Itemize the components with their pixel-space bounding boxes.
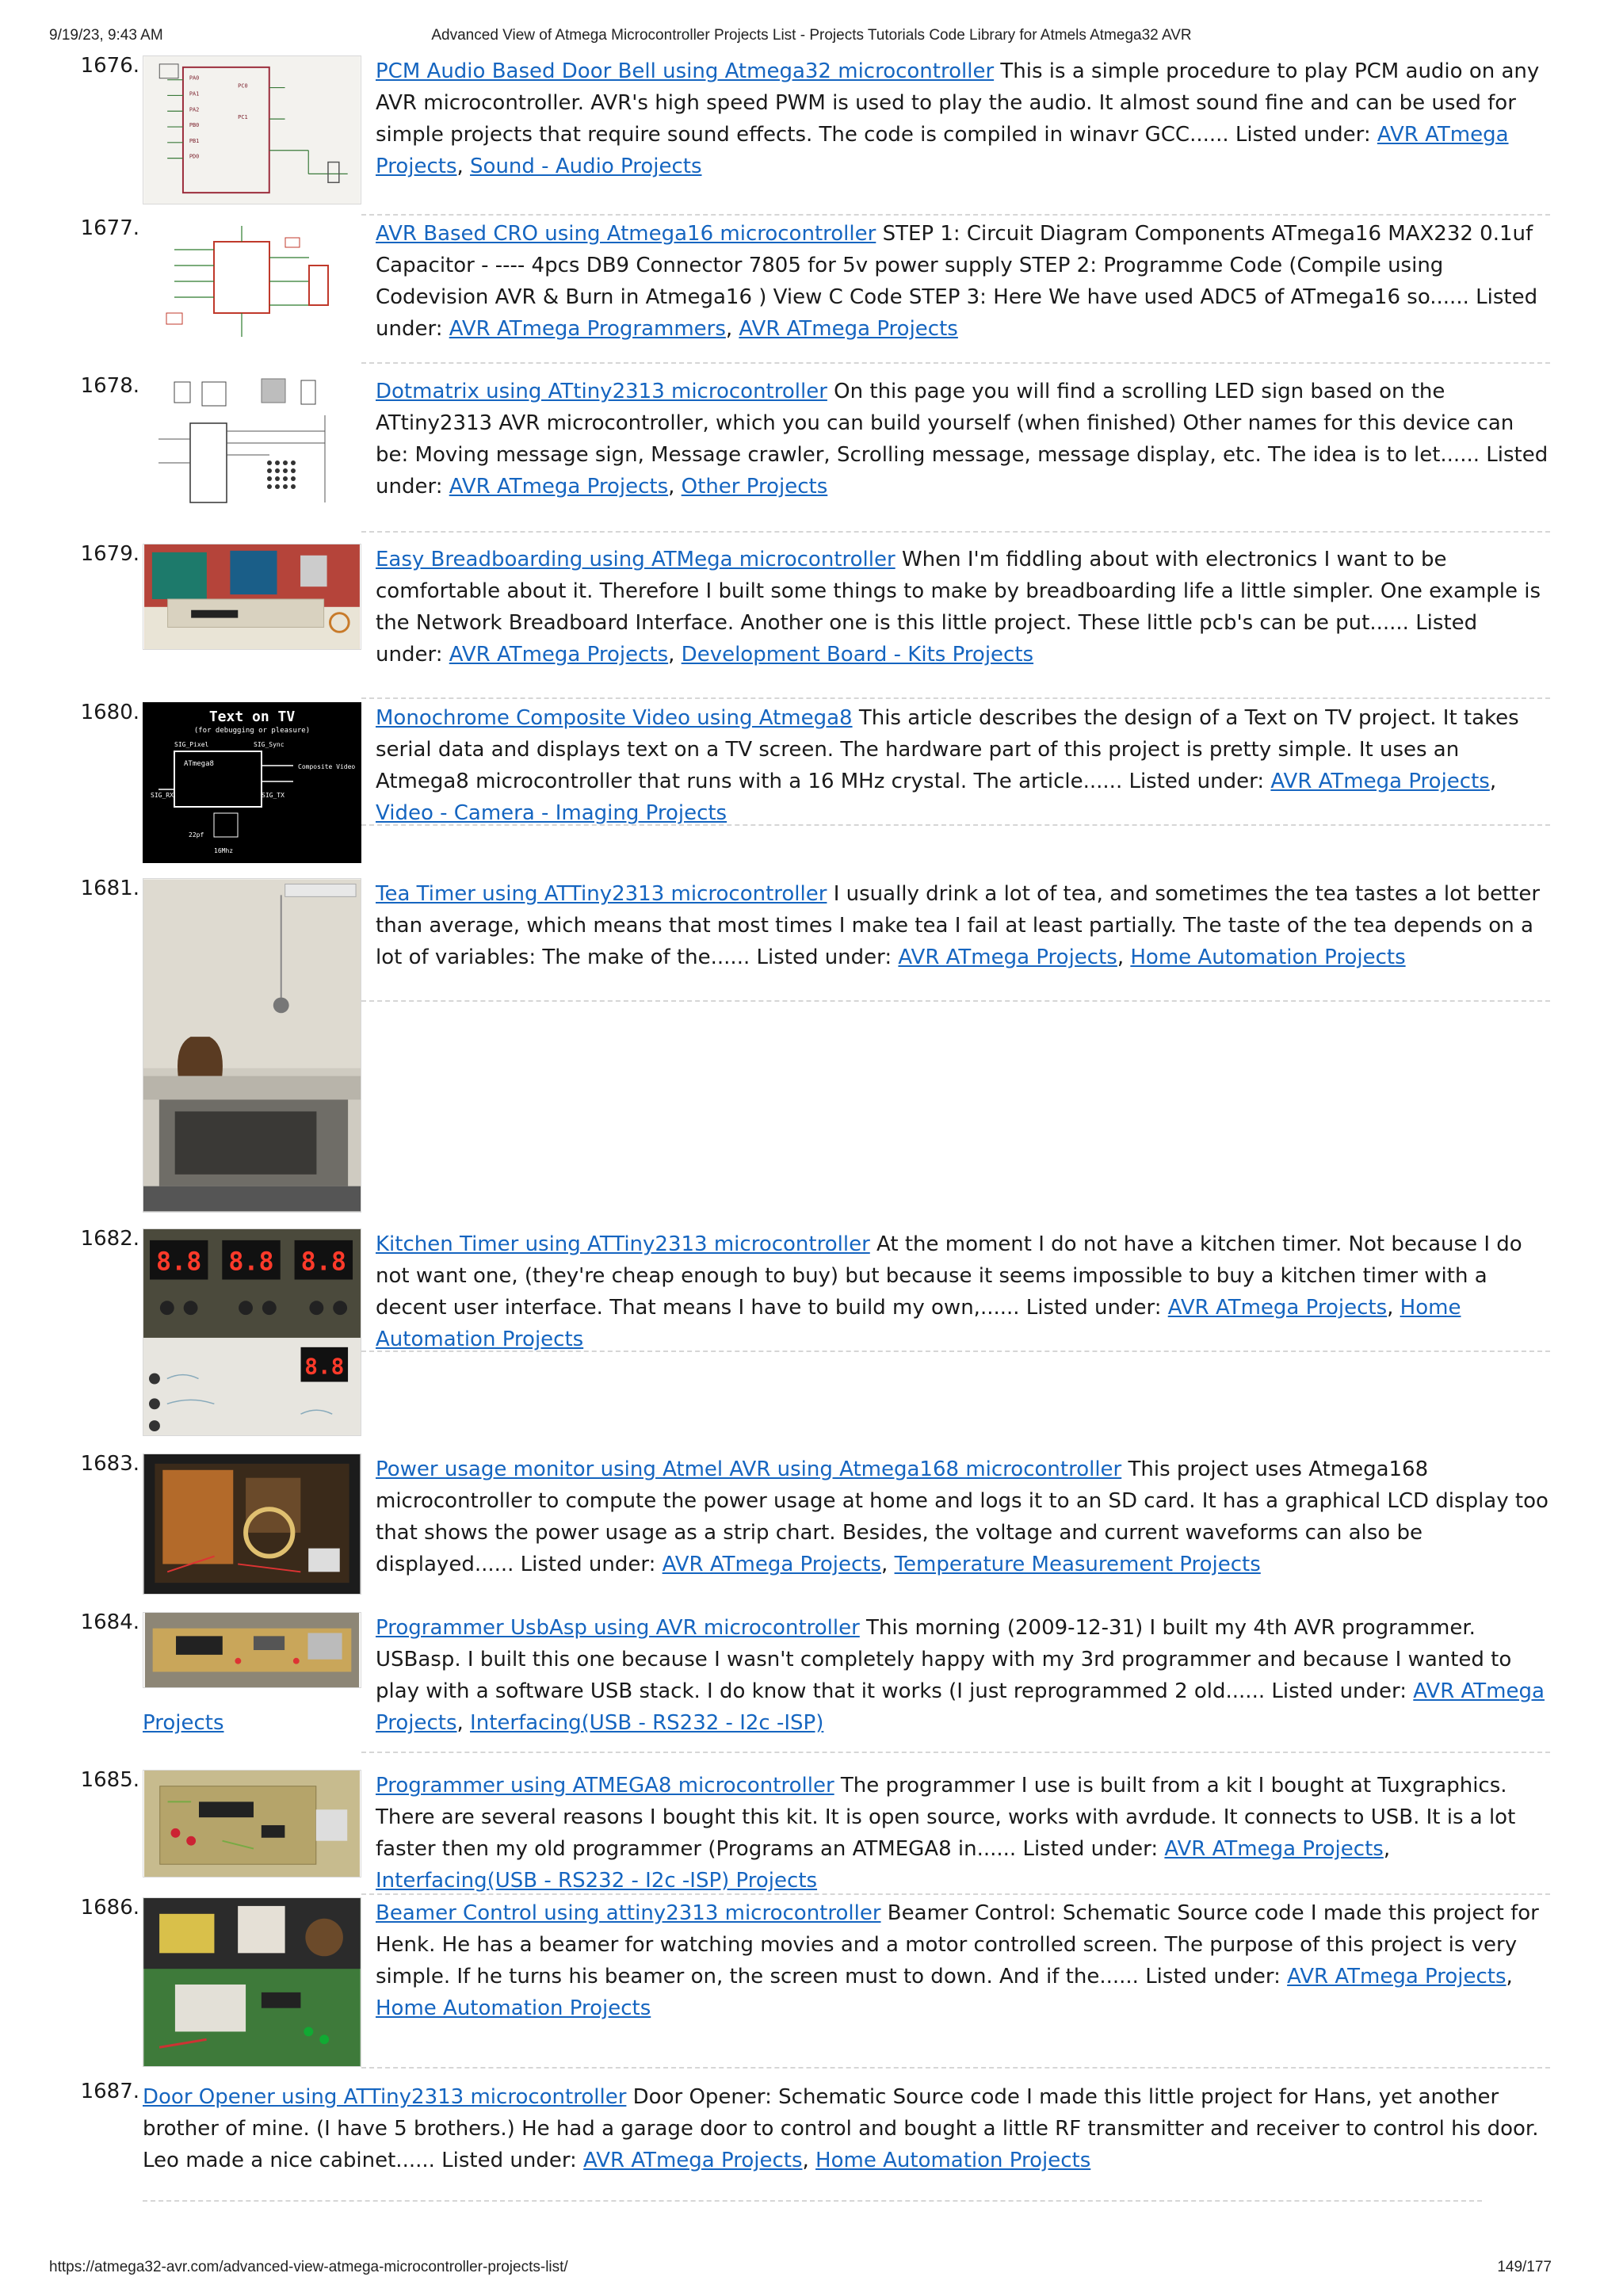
category-link-continuation[interactable]: Projects (143, 1711, 224, 1735)
schematic-thumbnail (143, 702, 361, 863)
thumb-label: SIG_TX (262, 792, 285, 799)
project-description: The programmer I use is built from a kit I bought at Tuxgraphics. There are several reasons I bought this kit. It is open source, works with avrdude. It connects to USB. It is a lot faster then my old programmer (Programs an ATMEGA8 in...... Listed under: (376, 1774, 1516, 1861)
project-description: This morning (2009-12-31) I built my 4th AVR programmer. USBasp. I built this one because I wasn't completely happy with my 3rd programmer and because I wanted to play with a software USB stack. I do know that it works (I just reprogrammed 2 old...... Listed under: (376, 1616, 1512, 1703)
project-title-link[interactable]: Easy Breadboarding using ATMega microcontroller (376, 548, 896, 571)
svg-text:PC0: PC0 (238, 82, 248, 90)
led-display: 8.8 (300, 1247, 346, 1277)
entry-text: PCM Audio Based Door Bell using Atmega32 microcontroller This is a simple procedure to play PCM audio on any AVR microcontroller. AVR's high speed PWM is used to play the audio. It almost sound fine and can be used for simple projects that require sound effects. The code is compiled in winavr GCC...... Listed under: AVR ATmega Projects, Sound - Audio Projects (376, 59, 1540, 178)
category-link[interactable]: AVR ATmega Projects (1164, 1837, 1384, 1861)
project-title-link[interactable]: Door Opener using ATTiny2313 microcontroller (143, 2085, 627, 2109)
entry-number: 1676. (80, 54, 139, 78)
entry-number: 1679. (80, 542, 139, 566)
photo-thumbnail (143, 1454, 361, 1594)
svg-text:PB1: PB1 (189, 137, 200, 144)
project-description: I usually drink a lot of tea, and sometimes the tea tastes a lot better than average, which means that most times I make tea I fail at least partially. The taste of the tea depends on a lot of variables: The make of the...... Listed under: (376, 882, 1541, 969)
entry-text: AVR Based CRO using Atmega16 microcontroller STEP 1: Circuit Diagram Components ATmega16 MAX232 0.1uf Capacitor - ---- 4pcs DB9 Connector 7805 for 5v power supply STEP 2: Programme Code (Compile using Codevision AVR & Burn in Atmega16 ) View C Code STEP 3: Here We have used ADC5 of ATmega16 so...... Listed under: AVR ATmega Programmers, AVR ATmega Projects (376, 222, 1538, 341)
page-number: 149/177 (1497, 2259, 1552, 2275)
thumb-label: ATmega8 (184, 760, 214, 768)
thumb-label: SIG_Pixel (174, 741, 209, 748)
photo-thumbnail (143, 1229, 361, 1435)
entry-text: Beamer Control using attiny2313 microcontroller Beamer Control: Schematic Source code I made this project for Henk. He has a beamer for watching movies and a motor controlled screen. The purpose of this project is very simple. If he turns his beamer on, the screen must to down. And if the...... Listed under: AVR ATmega Projects, Home Automation Projects (376, 1901, 1539, 2020)
category-link[interactable]: AVR ATmega Projects (662, 1553, 882, 1576)
project-description: When I'm fiddling about with electronics I want to be comfortable about it. Therefore I built some things to make by breadboarding life a little simpler. One example is the Network Breadboard Interface. Another one is this little project. These little pcb's can be put...... Listed under: (376, 548, 1541, 667)
category-link[interactable]: AVR ATmega Projects (1270, 770, 1490, 793)
entry-text: Monochrome Composite Video using Atmega8 This article describes the design of a Text on TV project. It takes serial data and displays text on a TV screen. The hardware part of this project is pretty simple. It uses an Atmega8 microcontroller that runs with a 16 MHz crystal. The article...... Listed under: AVR ATmega Projects, Video - Camera - Imaging Projects (376, 706, 1519, 825)
project-thumbnail[interactable] (143, 1770, 361, 1878)
svg-text:PD0: PD0 (189, 153, 200, 160)
project-description: This is a simple procedure to play PCM audio on any AVR microcontroller. AVR's high speed PWM is used to play the audio. It almost sound fine and can be used for simple projects that require sound effects. The code is compiled in winavr GCC...... Listed under: (376, 59, 1540, 147)
entry-divider (361, 1350, 1550, 1352)
category-link[interactable]: AVR ATmega Projects (583, 2149, 803, 2172)
project-thumbnail[interactable] (143, 1454, 361, 1595)
project-thumbnail[interactable] (143, 55, 361, 204)
entry-number: 1683. (80, 1452, 139, 1476)
led-display: 8.8 (304, 1353, 345, 1380)
category-link[interactable]: AVR ATmega Projects (898, 946, 1117, 969)
thumb-title: Text on TV (208, 709, 296, 725)
led-display: 8.8 (156, 1247, 202, 1277)
category-link[interactable]: AVR ATmega Projects (1287, 1965, 1507, 1988)
entry-number: 1686. (80, 1896, 139, 1920)
entry-divider (361, 2067, 1550, 2069)
schematic-thumbnail (143, 376, 361, 514)
svg-text:PB0: PB0 (189, 122, 200, 129)
project-title-link[interactable]: AVR Based CRO using Atmega16 microcontroller (376, 222, 876, 246)
category-link[interactable]: AVR ATmega Projects (1167, 1296, 1388, 1320)
entry-divider (143, 2200, 1482, 2202)
project-thumbnail[interactable] (143, 878, 361, 1213)
entry-number: 1685. (80, 1768, 139, 1792)
category-link[interactable]: AVR ATmega Projects (449, 475, 669, 499)
project-title-link[interactable]: Dotmatrix using ATtiny2313 microcontroller (376, 380, 827, 403)
category-link[interactable]: Sound - Audio Projects (470, 155, 702, 178)
entry-divider (361, 697, 1550, 699)
thumb-label: 16Mhz (214, 847, 234, 854)
project-description: Beamer Control: Schematic Source code I made this project for Henk. He has a beamer for watching movies and a motor controlled screen. The purpose of this project is very simple. If he turns his beamer on, the screen must to down. And if the...... Listed under: (376, 1901, 1539, 1988)
project-title-link[interactable]: Tea Timer using ATTiny2313 microcontroller (376, 882, 827, 906)
entry-divider (361, 531, 1550, 533)
category-link[interactable]: Development Board - Kits Projects (681, 643, 1034, 667)
led-display: 8.8 (228, 1247, 274, 1277)
category-link[interactable]: AVR ATmega Projects (376, 1679, 1545, 1735)
thumb-label: Composite Video (298, 763, 356, 770)
project-title-link[interactable]: Programmer using ATMEGA8 microcontroller (376, 1774, 834, 1797)
thumb-label: 22pf (189, 831, 204, 839)
project-thumbnail[interactable] (143, 376, 361, 514)
page-url: https://atmega32-avr.com/advanced-view-atmega-microcontroller-projects-list/ (49, 2259, 568, 2275)
photo-thumbnail (143, 1771, 361, 1877)
svg-text:PA1: PA1 (189, 90, 200, 97)
entry-text: Easy Breadboarding using ATMega microcontroller When I'm fiddling about with electronics I want to be comfortable about it. Therefore I built some things to make by breadboarding life a little simpler. One example is the Network Breadboard Interface. Another one is this little project. These little pcb's can be put...... Listed under: AVR ATmega Projects, Development Board - Kits Projects (376, 548, 1541, 667)
project-thumbnail[interactable] (143, 218, 361, 351)
category-link[interactable]: Home Automation Projects (376, 1296, 1461, 1351)
entry-text: Dotmatrix using ATtiny2313 microcontroller On this page you will find a scrolling LED sign based on the ATtiny2313 AVR microcontroller, which you can build yourself (when finished) Other names for this device can be: Moving message sign, Message crawler, Scrolling message, message display, etc. The idea is to let...... Listed under: AVR ATmega Projects, Other Projects (376, 380, 1549, 499)
entry-number: 1677. (80, 216, 139, 240)
project-title-link[interactable]: Monochrome Composite Video using Atmega8 (376, 706, 853, 730)
entry-divider (361, 214, 1550, 216)
thumb-label: SIG_Sync (254, 741, 285, 748)
entry-text: Tea Timer using ATTiny2313 microcontroller I usually drink a lot of tea, and sometimes the tea tastes a lot better than average, which means that most times I make tea I fail at least partially. The taste of the tea depends on a lot of variables: The make of the...... Listed under: AVR ATmega Projects, Home Automation Projects (376, 882, 1541, 969)
category-link[interactable]: Home Automation Projects (1130, 946, 1406, 969)
entry-number: 1680. (80, 701, 139, 724)
category-link[interactable]: AVR ATmega Projects (449, 643, 669, 667)
project-title-link[interactable]: Power usage monitor using Atmel AVR using Atmega168 microcontroller (376, 1457, 1122, 1481)
entry-text: Programmer using ATMEGA8 microcontroller The programmer I use is built from a kit I bought at Tuxgraphics. There are several reasons I bought this kit. It is open source, works with avrdude. It connects to USB. It is a lot faster then my old programmer (Programs an ATMEGA8 in...... Listed under: AVR ATmega Projects, Interfacing(USB - RS232 - I2c -ISP) Projects (376, 1774, 1516, 1893)
entry-text: Kitchen Timer using ATTiny2313 microcontroller At the moment I do not have a kitchen timer. Not because I do not want one, (they're cheap enough to buy) but because it seems impossible to buy a kitchen timer with a decent user interface. That means I have to build my own,...... Listed under: AVR ATmega Projects, Home Automation Projects (376, 1232, 1522, 1351)
entry-divider (361, 1893, 1550, 1895)
page-title: Advanced View of Atmega Microcontroller Projects List - Projects Tutorials Code Library for Atmels Atmega32 AVR (431, 27, 1192, 44)
entry-number: 1687. (80, 2080, 139, 2103)
schematic-thumbnail (143, 218, 361, 351)
photo-thumbnail (143, 879, 361, 1212)
category-link[interactable]: Home Automation Projects (815, 2149, 1091, 2172)
entry-number: 1682. (80, 1227, 139, 1251)
photo-thumbnail (143, 1898, 361, 2066)
category-link[interactable]: Interfacing(USB - RS232 - I2c -ISP) Projects (376, 1869, 818, 1893)
svg-text:PA0: PA0 (189, 74, 200, 82)
project-thumbnail[interactable] (143, 1612, 361, 1688)
entry-divider (361, 1752, 1550, 1753)
category-link[interactable]: AVR ATmega Programmers (449, 317, 726, 341)
entry-divider (361, 824, 1550, 826)
category-link[interactable]: AVR ATmega Projects (739, 317, 958, 341)
project-description: STEP 1: Circuit Diagram Components ATmega16 MAX232 0.1uf Capacitor - ---- 4pcs DB9 Connector 7805 for 5v power supply STEP 2: Programme Code (Compile using Codevision AVR & Burn in Atmega16 ) View C Code STEP 3: Here We have used ADC5 of ATmega16 so...... Listed under: (376, 222, 1538, 341)
svg-text:PA2: PA2 (189, 106, 200, 113)
category-link[interactable]: Other Projects (681, 475, 828, 499)
thumb-subtitle: (for debugging or pleasure) (193, 727, 311, 735)
project-thumbnail[interactable] (143, 1228, 361, 1436)
project-thumbnail[interactable] (143, 702, 361, 863)
photo-thumbnail (143, 1613, 361, 1687)
project-title-link[interactable]: Kitchen Timer using ATTiny2313 microcontroller (376, 1232, 870, 1256)
project-title-link[interactable]: Programmer UsbAsp using AVR microcontroller (376, 1616, 860, 1640)
entry-text: Power usage monitor using Atmel AVR using Atmega168 microcontroller This project uses Atmega168 microcontroller to compute the power usage at home and logs it to an SD card. It has a graphical LCD display too that shows the power usage as a strip chart. Besides, the voltage and current waveforms can also be displayed...... Listed under: AVR ATmega Projects, Temperature Measurement Projects (376, 1457, 1549, 1576)
thumb-label: SIG_RX (151, 792, 174, 799)
category-link[interactable]: AVR ATmega Projects (376, 123, 1509, 178)
entry-divider (361, 1000, 1550, 1002)
entry-text: Door Opener using ATTiny2313 microcontroller Door Opener: Schematic Source code I made this little project for Hans, yet another brother of mine. (I have 5 brothers.) He had a garage door to control and bought a little RF transmitter and receiver to control his door. Leo made a nice cabinet...... Listed under: AVR ATmega Projects, Home Automation Projects (143, 2085, 1539, 2172)
entry-divider (361, 362, 1550, 364)
project-thumbnail[interactable] (143, 1897, 361, 2067)
category-link[interactable]: Temperature Measurement Projects (894, 1553, 1261, 1576)
entry-number: 1681. (80, 877, 139, 900)
category-link[interactable]: Video - Camera - Imaging Projects (376, 801, 727, 825)
entry-number: 1684. (80, 1610, 139, 1634)
project-description: At the moment I do not have a kitchen timer. Not because I do not want one, (they're cheap enough to buy) but because it seems impossible to buy a kitchen timer with a decent user interface. That means I have to build my own,...... Listed under: (376, 1232, 1522, 1320)
photo-thumbnail (143, 544, 361, 649)
category-link[interactable]: Home Automation Projects (376, 1996, 651, 2020)
project-description: This project uses Atmega168 microcontroller to compute the power usage at home and logs it to an SD card. It has a graphical LCD display too that shows the power usage as a strip chart. Besides, the voltage and current waveforms can also be displayed...... Listed under: (376, 1457, 1549, 1576)
project-description: This article describes the design of a Text on TV project. It takes serial data and displays text on a TV screen. The hardware part of this project is pretty simple. It uses an Atmega8 microcontroller that runs with a 16 MHz crystal. The article...... Listed under: (376, 706, 1519, 793)
project-title-link[interactable]: Beamer Control using attiny2313 microcontroller (376, 1901, 881, 1925)
project-thumbnail[interactable] (143, 544, 361, 650)
svg-text:PC1: PC1 (238, 114, 248, 121)
schematic-thumbnail (143, 56, 361, 204)
project-description: Door Opener: Schematic Source code I made this little project for Hans, yet another brother of mine. (I have 5 brothers.) He had a garage door to control and bought a little RF transmitter and receiver to control his door. Leo made a nice cabinet...... Listed under: (143, 2085, 1539, 2172)
project-description: On this page you will find a scrolling LED sign based on the ATtiny2313 AVR microcontroller, which you can build yourself (when finished) Other names for this device can be: Moving message sign, Message crawler, Scrolling message, message display, etc. The idea is to let...... Listed under: (376, 380, 1549, 499)
project-title-link[interactable]: PCM Audio Based Door Bell using Atmega32 microcontroller (376, 59, 995, 83)
entry-number: 1678. (80, 374, 139, 398)
entry-text: Programmer UsbAsp using AVR microcontroller This morning (2009-12-31) I built my 4th AVR programmer. USBasp. I built this one because I wasn't completely happy with my 3rd programmer and because I wanted to play with a software USB stack. I do know that it works (I just reprogrammed 2 old...... Listed under: AVR ATmega Projects, Interfacing(USB - RS232 - I2c -ISP) (376, 1616, 1545, 1735)
category-link[interactable]: Interfacing(USB - RS232 - I2c -ISP) (470, 1711, 824, 1735)
print-datetime: 9/19/23, 9:43 AM (49, 27, 163, 44)
